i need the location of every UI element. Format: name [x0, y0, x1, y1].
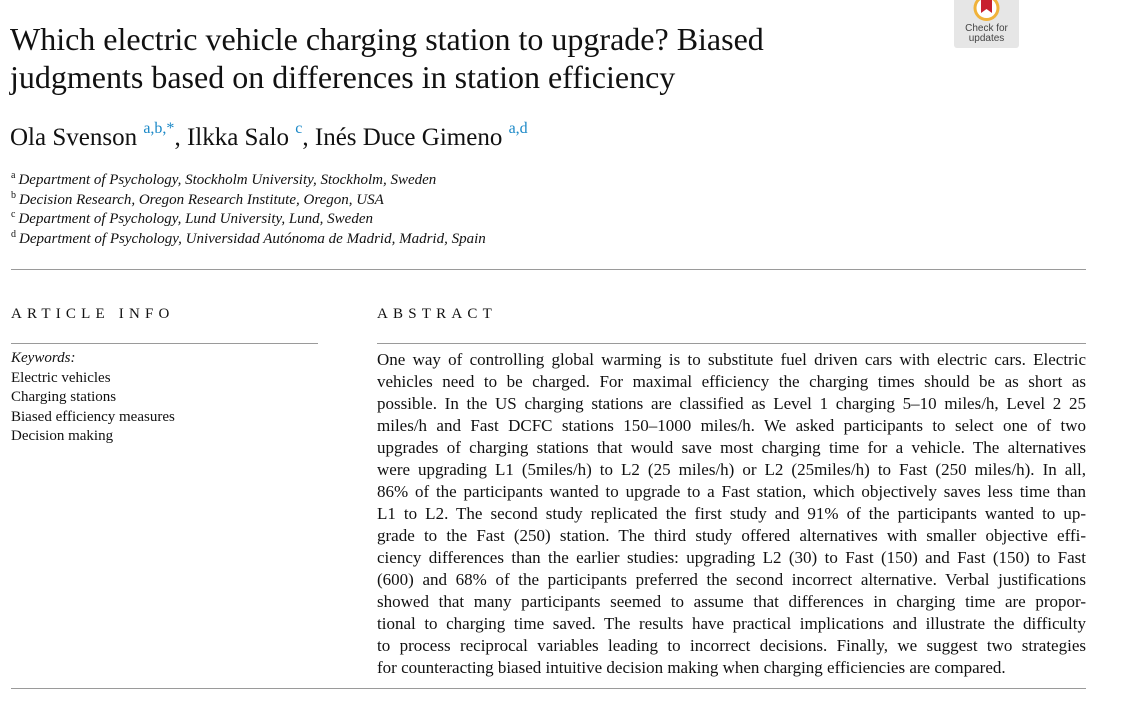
author-affiliation-link[interactable]: a,d [508, 120, 528, 137]
author-separator: , [302, 124, 315, 151]
paper-title [10, 20, 910, 96]
affiliation-mark: b [11, 189, 16, 201]
affiliation-text: Decision Research, Oregon Research Institute, Oregon, USA [19, 191, 384, 208]
author-list [10, 122, 528, 154]
affiliation-item [11, 171, 486, 191]
abstract-line: L1 to L2. The second study replicated the first study and 91% of the participants wanted to up- [377, 504, 1086, 523]
affiliation-text: Department of Psychology, Stockholm University, Stockholm, Sweden [18, 172, 437, 188]
affiliation-item [11, 210, 486, 230]
author-separator: , [174, 124, 187, 151]
author-affiliation-link[interactable]: c [295, 120, 303, 137]
abstract-line: 86% of the participants wanted to upgrade to a Fast station, which objectively saves less time than [377, 482, 1086, 501]
abstract-line: ciency differences than the earlier studies: upgrading L2 (30) to Fast (150) and Fast (150) to Fast [377, 548, 1086, 567]
abstract-line: (600) and 68% of the participants preferred the second incorrect alternative. Verbal justifications [377, 570, 1086, 589]
check-for-updates-icon [972, 0, 1001, 25]
affiliation-mark: d [11, 228, 16, 240]
author-name: Inés Duce Gimeno [314, 124, 503, 151]
keyword-item: Charging stations [11, 389, 117, 406]
abstract-line: tional to charging time saved. The results have practical implications and illustrate the difficulty [377, 614, 1086, 633]
abstract-line: upgrades of charging stations that would save most charging time for a vehicle. The alternatives [377, 438, 1086, 457]
abstract-line: possible. In the US charging stations are classified as Level 1 charging 5–10 miles/h, Level 2 25 [377, 394, 1086, 413]
affiliation-mark: a [11, 170, 16, 181]
abstract-line: were upgrading L1 (5miles/h) to L2 (25 miles/h) or L2 (25miles/h) to Fast (250 miles/h). In all, [377, 460, 1086, 479]
abstract-line: vehicles need to be charged. For maximal efficiency the charging times should be as short as [377, 372, 1086, 391]
author-name: Ola Svenson [10, 124, 138, 151]
affiliation-text: Department of Psychology, Universidad Autónoma de Madrid, Madrid, Spain [19, 230, 486, 247]
abstract-line: miles/h and Fast DCFC stations 150–1000 miles/h. We asked participants to select one of two [377, 416, 1086, 435]
keyword-item: Decision making [11, 428, 114, 445]
header-divider [11, 269, 1086, 270]
affiliation-mark: c [11, 209, 16, 221]
title-line: Which electric vehicle charging station to upgrade? Biased [10, 21, 764, 57]
affiliation-item [11, 230, 486, 250]
abstract-line: grade to the Fast (250) station. The third study offered alternatives with smaller objective effi- [377, 526, 1086, 545]
keyword-item: Biased efficiency measures [11, 408, 175, 425]
keyword-item: Electric vehicles [11, 369, 111, 386]
footer-divider [11, 688, 1086, 689]
abstract-line: to process reciprocal variables leading to incorrect decisions. Finally, we suggest two strategies [377, 636, 1086, 655]
abstract-divider [377, 343, 1086, 344]
affiliation-list [11, 171, 486, 249]
title-line: judgments based on differences in station efficiency [10, 59, 676, 95]
article-info-divider [11, 343, 318, 344]
abstract-heading: ABSTRACT [377, 306, 497, 322]
abstract-line: for counteracting biased intuitive decision making when charging efficiencies are compared. [377, 658, 1006, 677]
author-name: Ilkka Salo [186, 124, 290, 151]
affiliation-item [11, 191, 486, 211]
check-updates-line1: Check for [965, 23, 1008, 34]
keywords-block [11, 349, 175, 447]
check-for-updates-label [954, 24, 1019, 44]
affiliation-text: Department of Psychology, Lund University, Lund, Sweden [18, 211, 373, 228]
check-for-updates-button[interactable] [954, 0, 1019, 48]
abstract-line: showed that many participants seemed to assume that differences in charging time are propor- [377, 592, 1086, 611]
keywords-label: Keywords: [11, 350, 76, 366]
author-affiliation-link[interactable]: a,b,* [143, 120, 175, 137]
abstract-text [377, 349, 1086, 679]
check-updates-line2: updates [968, 33, 1005, 44]
abstract-line: One way of controlling global warming is to substitute fuel driven cars with electric cars. Electric [377, 350, 1086, 369]
article-info-heading: ARTICLE INFO [11, 306, 175, 322]
